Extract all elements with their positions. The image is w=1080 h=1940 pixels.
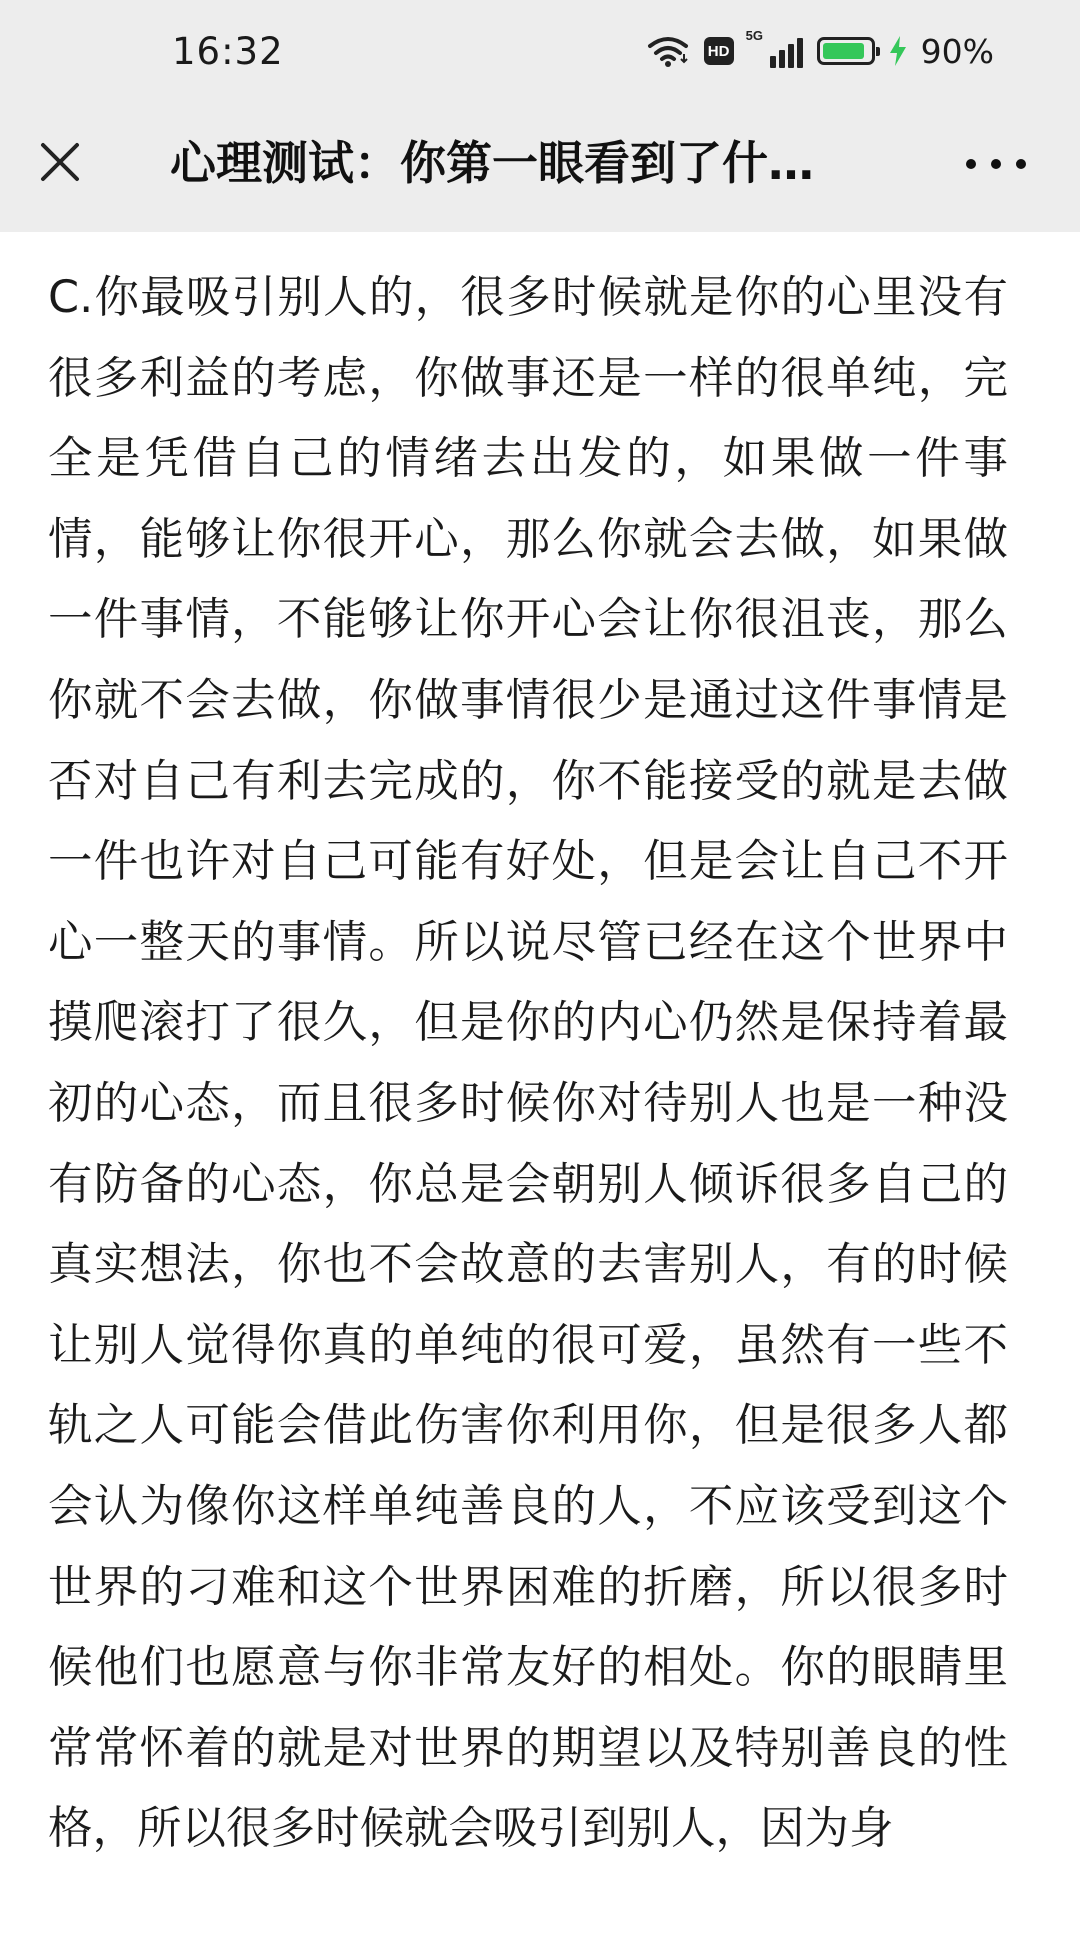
status-icons: [646, 28, 994, 74]
article-paragraph: C.你最吸引别人的，很多时候就是你的心里没有很多利益的考虑，你做事还是一样的很单纯，完全是凭借自己的情绪去出发的，如果做一件事情，能够让你很开心，那么你就会去做，如果做一件事情，不能够让你开心会让你很沮丧，那么你就不会去做，你做事情很少是通过这件事情是否对自己有利去完成的，你不能接受的就是去做一件也许对自己可能有好处，但是会让自己不开心一整天的事情。所以说尽管已经在这个世界中摸爬滚打了很久，但是你的内心仍然是保持着最初的心态，而且很多时候你对待别人也是一种没有防备的心态，你总是会朝别人倾诉很多自己的真实想法，你也不会故意的去害别人，有的时候让别人觉得你真的单纯的很可爱，虽然有一些不轨之人可能会借此伤害你利用你，但是很多人都会认为像你这样单纯善良的人，不应该受到这个世界的刁难和这个世界困难的折磨，所以很多时候他们也愿意与你非常友好的相处。你的眼睛里常常怀着的就是对世界的期望以及特别善良的性格，所以很多时候就会吸引到别人，因为身: [48, 272, 1008, 1855]
battery-percent: 90%: [920, 31, 994, 71]
top-bar: [0, 0, 1080, 232]
article-content: [48, 258, 1008, 1940]
wifi-icon: [646, 34, 690, 68]
charging-icon: [889, 36, 907, 66]
network-type: 5G: [745, 28, 763, 43]
battery-fill: [823, 43, 864, 59]
hd-badge: HD: [704, 37, 734, 65]
page-title: 心理测试：你第一眼看到了什…: [170, 136, 814, 190]
more-icon[interactable]: [966, 146, 1026, 182]
signal-icon: [745, 28, 803, 68]
close-icon[interactable]: [34, 136, 86, 188]
status-time: 16:32: [172, 30, 284, 73]
battery-icon: [817, 37, 875, 65]
nav-bar: [0, 112, 1080, 216]
